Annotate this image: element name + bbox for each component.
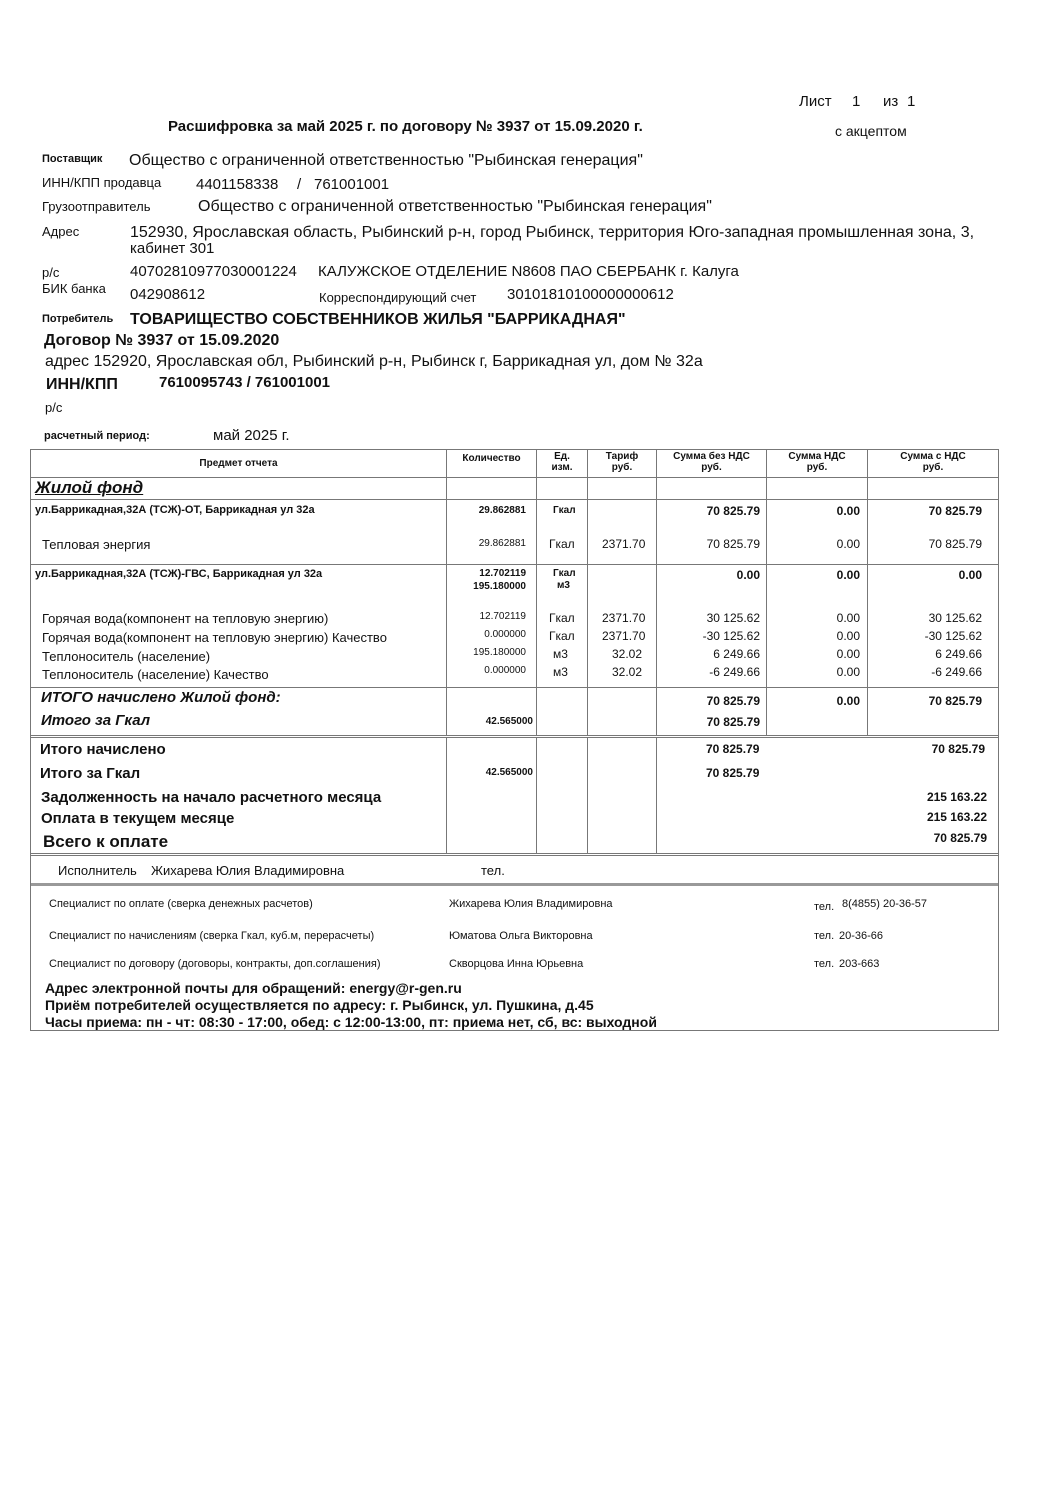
supplier-kpp: 761001001 [314,176,390,193]
line-item-name: Тепловая энергия [42,537,151,552]
shipper-label: Грузоотправитель [42,199,151,214]
debt-label: Задолженность на начало расчетного месяца [41,789,382,806]
group-gvs-qty-gcal: 12.702119 [479,568,526,579]
line-item-vat: 0.00 [836,647,860,661]
consumer-account-label: р/с [45,400,63,415]
consumer-name: ТОВАРИЩЕСТВО СОБСТВЕННИКОВ ЖИЛЬЯ "БАРРИКАДНАЯ" [130,311,626,328]
corr-account-label: Корреспондирующий счет [319,290,477,305]
supplier-inn-label: ИНН/КПП продавца [42,175,162,190]
line-item-unit: Гкал [549,537,575,551]
line-item-qty: 0.000000 [484,629,526,640]
document-title: Расшифровка за май 2025 г. по договору № 3937 от 15.09.2020 г. [168,118,643,135]
group-ot-gross: 70 825.79 [928,504,982,518]
section-total-net: 70 825.79 [706,694,760,708]
acceptance-note: с акцептом [835,123,907,139]
contract-line: Договор № 3937 от 15.09.2020 [44,332,280,349]
supplier-bank: КАЛУЖСКОЕ ОТДЕЛЕНИЕ N8608 ПАО СБЕРБАНК г. Калуга [318,263,739,280]
gcal-total-qty: 42.565000 [485,767,533,778]
group-gvs [31,565,998,688]
group-gvs-name: ул.Баррикадная,32А (ТСЖ)-ГВС, Баррикадная ул 32а [35,568,323,580]
contacts-block [31,886,998,1030]
line-item-qty: 29.862881 [478,538,526,549]
gcal-total-label: Итого за Гкал [40,765,141,782]
line-item-gross: -30 125.62 [924,629,982,643]
supplier-inn-sep: / [297,176,302,193]
net-header-line2: руб. [701,462,722,473]
col-tariff-header [587,450,656,477]
section-row [31,478,998,500]
line-item-net: 70 825.79 [706,537,760,551]
address-label: Адрес [42,224,80,239]
unit-header-line1: Ед. [554,451,570,462]
section-total-label: ИТОГО начислено Жилой фонд: [41,689,281,706]
line-item-vat: 0.00 [836,537,860,551]
section-total-vat: 0.00 [836,694,860,708]
corr-account: 30101810100000000612 [507,286,674,303]
line-item-name: Теплоноситель (население) [42,649,211,664]
contact-row [31,958,998,980]
line-item-qty: 195.180000 [473,647,526,658]
consumer-address: адрес 152920, Ярославская обл, Рыбинский р-н, Рыбинск г, Баррикадная ул, дом № 32а [45,353,703,370]
footer-reception: Приём потребителей осуществляется по адресу: г. Рыбинск, ул. Пушкина, д.45 [45,997,594,1013]
supplier-account: 40702810977030001224 [130,263,297,280]
section-gcal-qty: 42.565000 [485,716,533,727]
consumer-inn-kpp: 7610095743 / 761001001 [159,374,331,391]
group-ot-vat: 0.00 [836,504,860,518]
line-item-unit: м3 [553,665,568,679]
executor-label: Исполнитель [58,863,137,878]
group-gvs-gross: 0.00 [958,568,982,582]
sheet-number: 1 [852,93,861,110]
debt-amount: 215 163.22 [926,790,987,804]
executor-row [31,856,998,886]
bik-label: БИК банка [42,281,106,296]
line-item-tariff: 32.02 [612,665,643,679]
contact-role: Специалист по договору (договоры, контракты, доп.соглашения) [49,958,381,970]
group-gvs-unit-gcal: Гкал [553,568,576,579]
gross-header-line1: Сумма с НДС [900,451,966,462]
group-gvs-net: 0.00 [736,568,760,582]
contact-role: Специалист по начислениям (сверка Гкал, куб.м, перерасчеты) [49,930,375,942]
contact-name: Юматова Ольга Викторовна [449,930,593,942]
line-item-tariff: 2371.70 [602,629,646,643]
contact-name: Скворцова Инна Юрьевна [449,958,584,970]
contact-role: Специалист по оплате (сверка денежных расчетов) [49,898,313,910]
accrued-net: 70 825.79 [706,742,760,756]
col-net-header [656,450,766,477]
line-item-tariff: 2371.70 [602,611,646,625]
supplier-inn: 4401158338 [196,176,279,193]
section-gcal-net: 70 825.79 [706,715,760,729]
supplier-name: Общество с ограниченной ответственностью "Рыбинская генерация" [129,152,643,169]
sheet-label: Лист [799,93,832,110]
col-unit-header [536,450,587,477]
line-item-tariff: 2371.70 [602,537,646,551]
gross-header-line2: руб. [922,462,944,473]
contact-phone: 203-663 [839,958,880,970]
line-item-unit: Гкал [549,611,575,625]
line-item-vat: 0.00 [836,611,860,625]
line-item-gross: 70 825.79 [928,537,982,551]
line-item-tariff: 32.02 [612,647,643,661]
footer-hours: Часы приема: пн - чт: 08:30 - 17:00, обед: с 12:00-13:00, пт: приема нет, сб, вс: выходной [45,1014,657,1030]
group-gvs-unit-m3: м3 [557,580,570,591]
col-qty-header: Количество [446,450,536,477]
line-item-net: -6 249.66 [709,665,760,679]
line-item-net: 30 125.62 [706,611,760,625]
supplier-address-line2: кабинет 301 [130,240,215,257]
supplier-label: Поставщик [42,153,103,165]
total-due-amount: 70 825.79 [933,831,987,845]
line-item-gross: 6 249.66 [935,647,982,661]
line-item-gross: 30 125.62 [928,611,982,625]
col-gross-header [867,450,998,477]
contact-phone-label: тел. [814,958,835,970]
section-title: Жилой фонд [35,478,144,497]
line-item-vat: 0.00 [836,629,860,643]
period-value: май 2025 г. [213,427,290,444]
line-item-unit: м3 [553,647,568,661]
line-item-qty: 12.702119 [479,611,526,622]
contact-phone: 20-36-66 [839,930,884,942]
total-due-label: Всего к оплате [43,832,169,851]
line-item-net: -30 125.62 [702,629,760,643]
account-label: р/с [42,265,60,280]
group-ot-qty: 29.862881 [478,505,526,516]
tariff-header-line1: Тариф [605,451,639,462]
contact-phone-label: тел. [814,930,835,942]
consumer-label: Потребитель [42,313,114,325]
executor-name: Жихарева Юлия Владимировна [151,863,345,878]
line-item-name: Горячая вода(компонент на тепловую энергию) Качество [42,630,387,645]
group-ot [31,500,998,565]
contact-phone: 8(4855) 20-36-57 [842,898,928,910]
line-item-name: Горячая вода(компонент на тепловую энергию) [42,611,329,626]
col-vat-header [766,450,867,477]
period-label: расчетный период: [44,430,150,442]
group-ot-net: 70 825.79 [706,504,760,518]
group-ot-name: ул.Баррикадная,32А (ТСЖ)-ОТ, Баррикадная ул 32а [35,504,315,516]
supplier-bik: 042908612 [130,286,206,303]
accrued-gross: 70 825.79 [931,742,985,756]
section-total-gross: 70 825.79 [928,694,982,708]
sheet-of-label: из [883,93,899,110]
line-item-vat: 0.00 [836,665,860,679]
section-total-block [31,688,998,738]
grand-totals-block [31,738,998,856]
col-subject-header: Предмет отчета [199,458,278,469]
supplier-address-line1: 152930, Ярославская область, Рыбинский р-н, город Рыбинск, территория Юго-западная промышленная зона, 3, [130,224,975,241]
group-gvs-qty-m3: 195.180000 [473,581,526,592]
group-gvs-vat: 0.00 [836,568,860,582]
sheet-total: 1 [907,93,916,110]
line-item-gross: -6 249.66 [931,665,982,679]
section-gcal-label: Итого за Гкал [41,712,151,729]
contact-row [31,898,998,920]
paid-amount: 215 163.22 [926,810,987,824]
shipper-name: Общество с ограниченной ответственностью "Рыбинская генерация" [198,198,712,215]
contact-row [31,930,998,952]
line-item-net: 6 249.66 [713,647,760,661]
footer-email: Адрес электронной почты для обращений: energy@r-gen.ru [45,980,462,996]
charges-table [30,449,999,1031]
table-header-row [31,450,998,478]
accrued-label: Итого начислено [40,741,166,758]
line-item-qty: 0.000000 [484,665,526,676]
consumer-inn-label: ИНН/КПП [46,376,118,393]
net-header-line1: Сумма без НДС [673,451,750,462]
contact-name: Жихарева Юлия Владимировна [449,898,613,910]
paid-label: Оплата в текущем месяце [41,810,235,827]
group-ot-unit: Гкал [553,505,576,516]
executor-phone-label: тел. [481,863,505,878]
unit-header-line2: изм. [551,462,573,473]
tariff-header-line2: руб. [611,462,633,473]
gcal-total-net: 70 825.79 [706,766,760,780]
vat-header-line2: руб. [806,462,828,473]
contact-phone-label: тел. [814,901,835,913]
line-item-name: Теплоноситель (население) Качество [42,667,269,682]
vat-header-line1: Сумма НДС [788,451,846,462]
line-item-unit: Гкал [549,629,575,643]
